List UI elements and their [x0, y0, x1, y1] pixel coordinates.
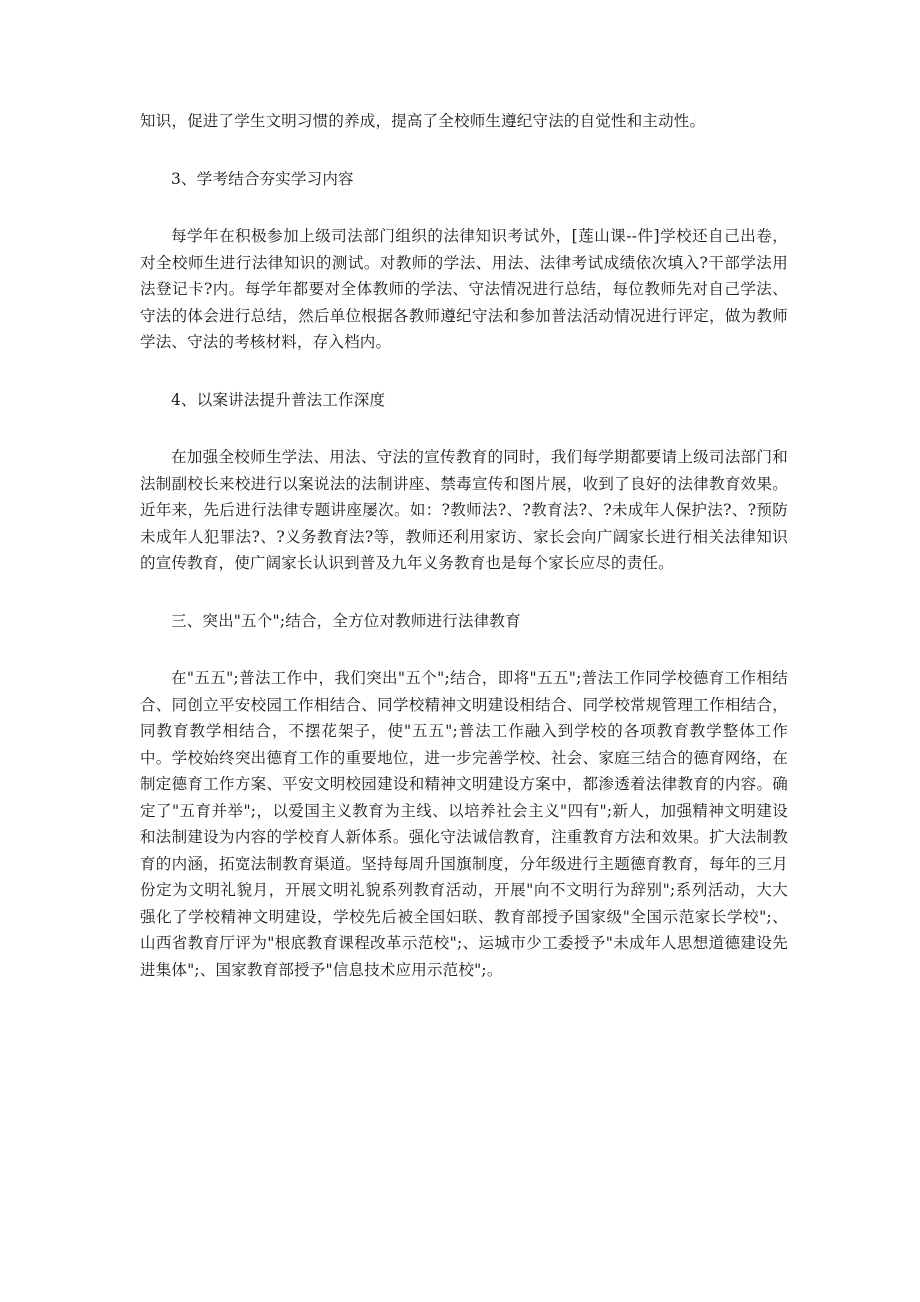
spacer	[140, 634, 788, 665]
spacer	[140, 135, 788, 166]
spacer	[140, 577, 788, 608]
section-heading-three: 三、突出"五个";结合，全方位对教师进行法律教育	[171, 611, 521, 630]
paragraph-study-exams: 每学年在积极参加上级司法部门组织的法律知识考试外，[莲山课--件]学校还自己出卷，对全校师生进行法律知识的测试。对教师的学法、用法、法律考试成绩依次填入?干部学法用法登记卡?内。每学年都要对全体教师的学法、守法情况进行总结，每位教师先对自己学法、守法的体会进行总结，然后单位根据各教师遵纪守法和参加普法活动情况进行评定，做为教师学法、守法的考核材料，存入档内。	[140, 227, 788, 351]
section-heading-3: 3、学考结合夯实学习内容	[171, 169, 354, 188]
spacer	[140, 413, 788, 444]
paragraph-continuation: 知识，促进了学生文明习惯的养成，提高了全校师生遵纪守法的自觉性和主动性。	[140, 112, 706, 130]
paragraph-case-law: 在加强全校师生学法、用法、守法的宣传教育的同时，我们每学期都要请上级司法部门和法制副校长来校进行以案说法的法制讲座、禁毒宣传和图片展，收到了良好的法律教育效果。近年来，先后进行法律专题讲座屡次。如：?教师法?、?教育法?、?未成年人保护法?、?预防未成年人犯罪法?、?义务教育法?等，教师还利用家访、家长会向广阔家长进行相关法律知识的宣传教育，使广阔家长认识到普及九年义务教育也是每个家长应尽的责任。	[140, 448, 788, 572]
section-heading-4: 4、以案讲法提升普法工作深度	[171, 390, 386, 409]
spacer	[140, 356, 788, 387]
spacer	[140, 192, 788, 223]
document-page	[140, 108, 788, 983]
paragraph-five-combinations: 在"五五";普法工作中，我们突出"五个";结合，即将"五五";普法工作同学校德育工作相结合、同创立平安校园工作相结合、同学校精神文明建设相结合、同学校常规管理工作相结合，同教育教学相结合，不摆花架子，使"五五";普法工作融入到学校的各项教育教学整体工作中。学校始终突出德育工作的重要地位，进一步完善学校、社会、家庭三结合的德育网络，在制定德育工作方案、平安文明校园建设和精神文明建设方案中，都渗透着法律教育的内容。确定了"五育并举";，以爱国主义教育为主线、以培养社会主义"四有";新人，加强精神文明建设和法制建设为内容的学校育人新体系。强化守法诚信教育，注重教育方法和效果。扩大法制教育的内涵，拓宽法制教育渠道。坚持每周升国旗制度，分年级进行主题德育教育，每年的三月份定为文明礼貌月，开展文明礼貌系列教育活动，开展"向不文明行为辞别";系列活动，大大强化了学校精神文明建设，学校先后被全国妇联、教育部授予国家级"全国示范家长学校";、山西省教育厅评为"根底教育课程改革示范校";、运城市少工委授予"未成年人思想道德建设先进集体";、国家教育部授予"信息技术应用示范校";。	[140, 669, 788, 979]
